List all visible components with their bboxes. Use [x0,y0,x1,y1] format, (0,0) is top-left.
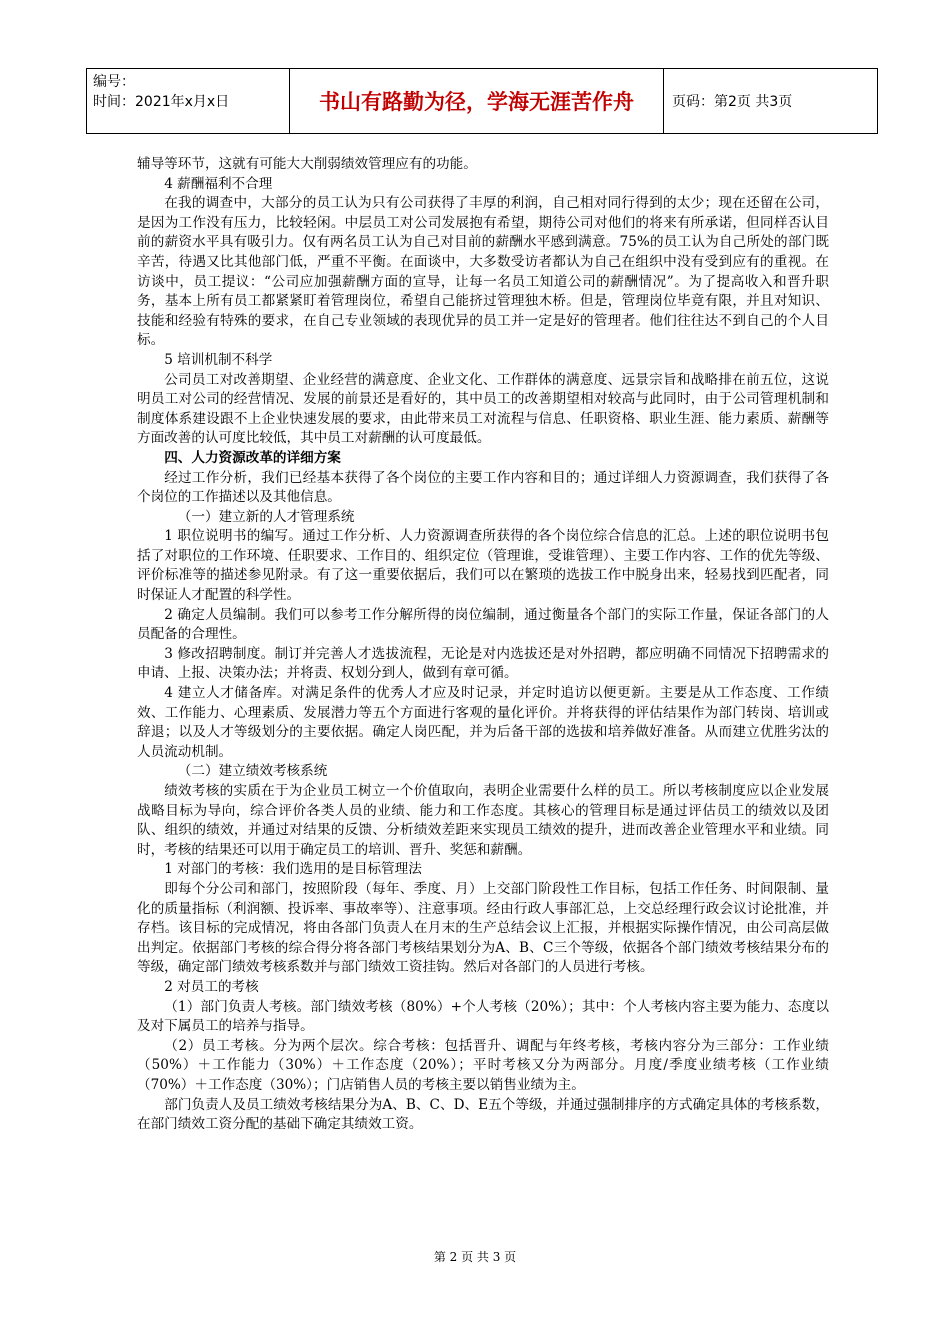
section-heading: 1 对部门的考核：我们选用的是目标管理法 [164,861,422,878]
paragraph: 绩效考核的实质在于为企业员工树立一个价值取向，表明企业需要什么样的员工。所以考核制度应以企业发展战略目标为导向，综合评价各类人员的业绩、能力和工作态度。其核心的管理目标是通过评估员工的绩效以及团队、组织的绩效，并通过对结果的反馈、分析绩效差距来实现员工绩效的提升，进而改善企业管理水平和业绩。同时，考核的结果还可以用于确定员工的培训、晋升、奖惩和薪酬。 [137,783,829,858]
document-body [137,155,829,1135]
subsection-heading: （一）建立新的人才管理系统 [177,508,355,525]
paragraph: 部门负责人及员工绩效考核结果分为A、B、C、D、E五个等级，并通过强制排序的方式确定具体的考核系数，在部门绩效工资分配的基础下确定其绩效工资。 [137,1096,829,1133]
page-header [86,68,878,134]
header-motto: 书山有路勤为径，学海无涯苦作舟 [290,69,664,133]
paragraph: （1）部门负责人考核。部门绩效考核（80%）+个人考核（20%）；其中：个人考核内容主要为能力、态度以及对下属员工的培养与指导。 [137,998,829,1035]
paragraph: （2）员工考核。分为两个层次。综合考核：包括晋升、调配与年终考核，考核内容分为三部分：工作业绩（50%）＋工作能力（30%）＋工作态度（20%）；平时考核又分为两部分。月度/季度业绩考核（工作业绩（70%）＋工作态度（30%）；门店销售人员的考核主要以销售业绩为主。 [137,1037,829,1093]
paragraph: 辅导等环节，这就有可能大大削弱绩效管理应有的功能。 [137,156,477,172]
paragraph: 经过工作分析，我们已经基本获得了各个岗位的主要工作内容和目的；通过详细人力资源调查，我们获得了各个岗位的工作描述以及其他信息。 [137,469,829,506]
chapter-heading: 四、人力资源改革的详细方案 [164,449,341,466]
paragraph: 在我的调查中，大部分的员工认为只有公司获得了丰厚的利润，自己相对同行得到的太少；现在还留在公司，是因为工作没有压力，比较轻闲。中层员工对公司发展抱有希望，期待公司对他们的将来有所承诺，但同样否认目前的薪资水平具有吸引力。仅有两名员工认为自己对目前的薪酬水平感到满意。75%的员工认为自己所处的部门既辛苦，待遇又比其他部门低，严重不平衡。在面谈中，大多数受访者都认为自己在组织中没有受到应有的重视。在访谈中，员工提议：“公司应加强薪酬方面的宣导，让每一名员工知道公司的薪酬情况”。为了提高收入和晋升职务，基本上所有员工都紧紧盯着管理岗位，希望自己能挤过管理独木桥。但是，管理岗位毕竟有限，并且对知识、技能和经验有特殊的要求，在自己专业领域的表现优异的员工并一定是好的管理者。他们往往达不到自己的个人目标。 [137,195,829,349]
page-footer: 第 2 页 共 3 页 [433,1250,517,1264]
paragraph: 公司员工对改善期望、企业经营的满意度、企业文化、工作群体的满意度、远景宗旨和战略排在前五位，这说明员工对公司的经营情况、发展的前景还是看好的，其中员工的改善期望相对较高与此同时，由于公司管理机制和制度体系建设跟不上企业快速发展的要求，由此带来员工对流程与信息、任职资格、职业生涯、能力素质、薪酬等方面改善的认可度比较低，其中员工对薪酬的认可度最低。 [137,371,829,447]
header-meta [87,69,290,133]
paragraph: 2 确定人员编制。我们可以参考工作分解所得的岗位编制，通过衡量各个部门的实际工作量，保证各部门的人员配备的合理性。 [137,606,829,643]
header-time-label: 时间：2021年x月x日 [93,94,230,110]
header-page-label: 页码：第2页 共3页 [672,94,793,110]
section-heading: 4 薪酬福利不合理 [164,175,273,192]
subsection-heading: （二）建立绩效考核系统 [177,763,328,780]
header-number-label: 编号： [93,74,135,90]
paragraph: 即每个分公司和部门，按照阶段（每年、季度、月）上交部门阶段性工作目标，包括工作任务、时间限制、量化的质量指标（利润额、投诉率、事故率等）、注意事项。经由行政人事部汇总，上交总经理行政会议讨论批准，并存档。该目标的完成情况，将由各部门负责人在月末的生产总结会议上汇报，并根据实际操作情况，由公司高层做出判定。依据部门考核的综合得分将各部门考核结果划分为A、B、C三个等级，依据各个部门绩效考核结果分布的等级，确定部门绩效考核系数并与部门绩效工资挂钩。然后对各部门的人员进行考核。 [137,880,829,976]
paragraph: 3 修改招聘制度。制订并完善人才选拔流程，无论是对内选拔还是对外招聘，都应明确不同情况下招聘需求的申请、上报、决策办法；并将责、权划分到人，做到有章可循。 [137,645,829,682]
section-heading: 5 培训机制不科学 [164,351,273,368]
section-heading: 2 对员工的考核 [164,978,259,995]
paragraph: 1 职位说明书的编写。通过工作分析、人力资源调查所获得的各个岗位综合信息的汇总。上述的职位说明书包括了对职位的工作环境、任职要求、工作目的、组织定位（管理谁，受谁管理）、主要工作内容、工作的优先等级、评价标准等的描述参见附录。有了这一重要依据后，我们可以在繁琐的选拔工作中脱身出来，轻易找到匹配者，同时保证人才配置的科学性。 [137,528,829,604]
paragraph: 4 建立人才储备库。对满足条件的优秀人才应及时记录，并定时追访以便更新。主要是从工作态度、工作绩效、工作能力、心理素质、发展潜力等五个方面进行客观的量化评价。并将获得的评估结果作为部门转岗、培训或辞退；以及人才等级划分的主要依据。确定人岗匹配，并为后备干部的选拔和培养做好准备。从而建立优胜劣汰的人员流动机制。 [137,685,829,760]
